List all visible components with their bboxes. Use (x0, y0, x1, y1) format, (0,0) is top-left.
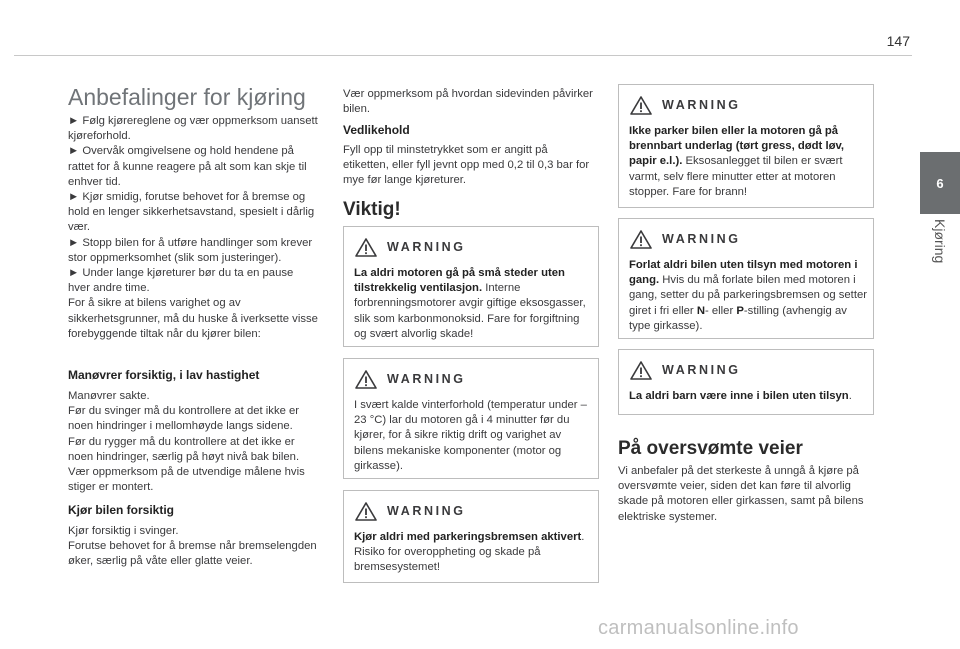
bullet-smooth-driving: ► Kjør smidig, forutse behovet for å bremse og hold en lenger sikkerhetsavstand, spesielt i dårlig vær. (68, 191, 315, 234)
maneuver-line: Før du rygger må du kontrollere at det ikke er noen hindringer, særlig på høyt nivå bak bilen. (68, 435, 300, 463)
warning-bold-text: La aldri motoren gå på små steder uten tilstrekkelig ventilasjon. (354, 267, 565, 295)
drive-carefully-text (68, 524, 318, 570)
warning-bold-text: Kjør aldri med parkeringsbremsen aktivert (354, 531, 582, 543)
warning-bold-text: Forlat aldri bilen uten tilsyn med motoren i gang. (629, 259, 858, 287)
bullet-traffic-rules: ► Følg kjørereglene og vær oppmerksom uansett kjøreforhold. (68, 115, 318, 143)
warning-detail-text: . (848, 390, 852, 402)
intro-text (68, 114, 318, 342)
warning-text (354, 398, 592, 474)
section-title: Anbefalinger for kjøring (68, 84, 306, 110)
maintenance-text (343, 143, 593, 189)
warning-header (355, 501, 466, 521)
flooded-roads-text (618, 464, 868, 525)
chapter-name: Kjøring (932, 219, 948, 264)
watermark: carmanualsonline.info (598, 617, 799, 639)
bullet-surroundings: ► Overvåk omgivelsene og hold hendene på rattet for å kunne reagere på alt som kan skje til enhver tid. (68, 145, 307, 188)
warning-label: WARNING (387, 372, 466, 386)
warning-detail-text: I svært kalde vinterforhold (temperatur under –23 °C) lar du motoren gå i 4 minutter før du kjører, for å sikre riktig drift og varighet av bilens mekaniske komponenter (motor og girkasse). (354, 399, 587, 472)
warning-box-ventilation (343, 226, 599, 347)
subheading-maneuver: Manøvrer forsiktig, i lav hastighet (68, 368, 260, 382)
important-heading: Viktig! (343, 199, 401, 220)
warning-detail-text: - eller (704, 304, 737, 317)
warning-triangle-icon (355, 502, 377, 521)
warning-detail-text: . Risiko for overoppheting og skade på bremsesystemet! (354, 531, 585, 574)
warning-text (629, 389, 867, 404)
warning-triangle-icon (630, 361, 652, 380)
gear-n-label: N (696, 304, 705, 317)
warning-detail-text: -stilling (avhengig av type girkasse). (629, 304, 847, 332)
warning-triangle-icon (355, 238, 377, 257)
warning-detail-text: Interne forbrenningsmotorer avgir giftige eksosgasser, slik som karbonmonoksid. Fare for forgiftning og svært alvorlig skade! (354, 282, 586, 340)
warning-label: WARNING (387, 240, 466, 254)
chapter-tab[interactable]: 6 (920, 152, 960, 214)
warning-bold-text: Ikke parker bilen eller la motoren gå på brennbart underlag (tørt gress, dødt løv, papir e.l.). (629, 125, 845, 168)
warning-box-cold (343, 358, 599, 479)
drive-line: Kjør forsiktig i svinger. (68, 525, 179, 537)
warning-header (630, 229, 741, 249)
maneuver-line: Manøvrer sakte. (68, 390, 150, 402)
maintenance-line: Fyll opp til minstetrykket som er angitt på etiketten, eller fyll jevnt opp med 0,2 til 0,3 bar for mye før lange kjøreturer. (343, 144, 590, 187)
flooded-roads-heading: På oversvømte veier (618, 438, 803, 459)
warning-detail-text: Eksosanlegget til bilen er svært varmt, selv flere minutter etter at motoren stopper. Fare for brann! (629, 155, 843, 198)
warning-triangle-icon (630, 96, 652, 115)
preventive-measures-text: For å sikre at bilens varighet og av sikkerhetsgrunner, må du huske å iverksette visse forebyggende tiltak når du kjører bilen: (68, 297, 318, 340)
bullet-pause: ► Under lange kjøreturer bør du ta en pause hver andre time. (68, 267, 294, 295)
crosswind-text (343, 87, 593, 117)
drive-line: Forutse behovet for å bremse når bremselengden øker, særlig på våte eller glatte veier. (68, 540, 317, 568)
page-number: 147 (886, 33, 910, 49)
warning-label: WARNING (662, 232, 741, 246)
subheading-maintenance: Vedlikehold (343, 123, 410, 137)
warning-detail-text: Hvis du må forlate bilen med motoren i gang, setter du på parkeringsbremsen og setter giret i fri eller (629, 274, 868, 317)
warning-label: WARNING (662, 98, 741, 112)
maneuver-line: Før du svinger må du kontrollere at det ikke er noen hindringer i mellomhøyde langs sidene. (68, 405, 300, 433)
warning-text (354, 530, 592, 576)
maneuver-text (68, 389, 318, 495)
warning-label: WARNING (662, 363, 741, 377)
warning-text (629, 124, 867, 200)
warning-triangle-icon (630, 230, 652, 249)
top-divider (14, 55, 912, 56)
warning-triangle-icon (355, 370, 377, 389)
crosswind-line: Vær oppmerksom på hvordan sidevinden påvirker bilen. (343, 88, 593, 116)
warning-header (355, 369, 466, 389)
warning-header (355, 237, 466, 257)
gear-p-label: P (736, 304, 744, 317)
warning-box-parking-brake (343, 490, 599, 583)
warning-header (630, 95, 741, 115)
warning-label: WARNING (387, 504, 466, 518)
warning-header (630, 360, 741, 380)
subheading-drive-carefully: Kjør bilen forsiktig (68, 503, 175, 517)
warning-bold-text: La aldri barn være inne i bilen uten tilsyn (629, 390, 849, 402)
flooded-roads-line: Vi anbefaler på det sterkeste å unngå å kjøre på oversvømte veier, siden det kan føre til alvorlig skade på motoren eller girkassen, samt på bilens elektriske systemer. (618, 465, 864, 523)
warning-text (354, 266, 592, 342)
warning-box-unattended (618, 218, 874, 339)
warning-box-flammable (618, 84, 874, 208)
warning-text (629, 258, 867, 334)
warning-box-children (618, 349, 874, 415)
bullet-stop-vehicle: ► Stopp bilen for å utføre handlinger som krever stor oppmerksomhet (slik som justeringer). (68, 236, 313, 264)
maneuver-line: Vær oppmerksom på de utvendige målene hvis stiger er montert. (68, 466, 305, 494)
